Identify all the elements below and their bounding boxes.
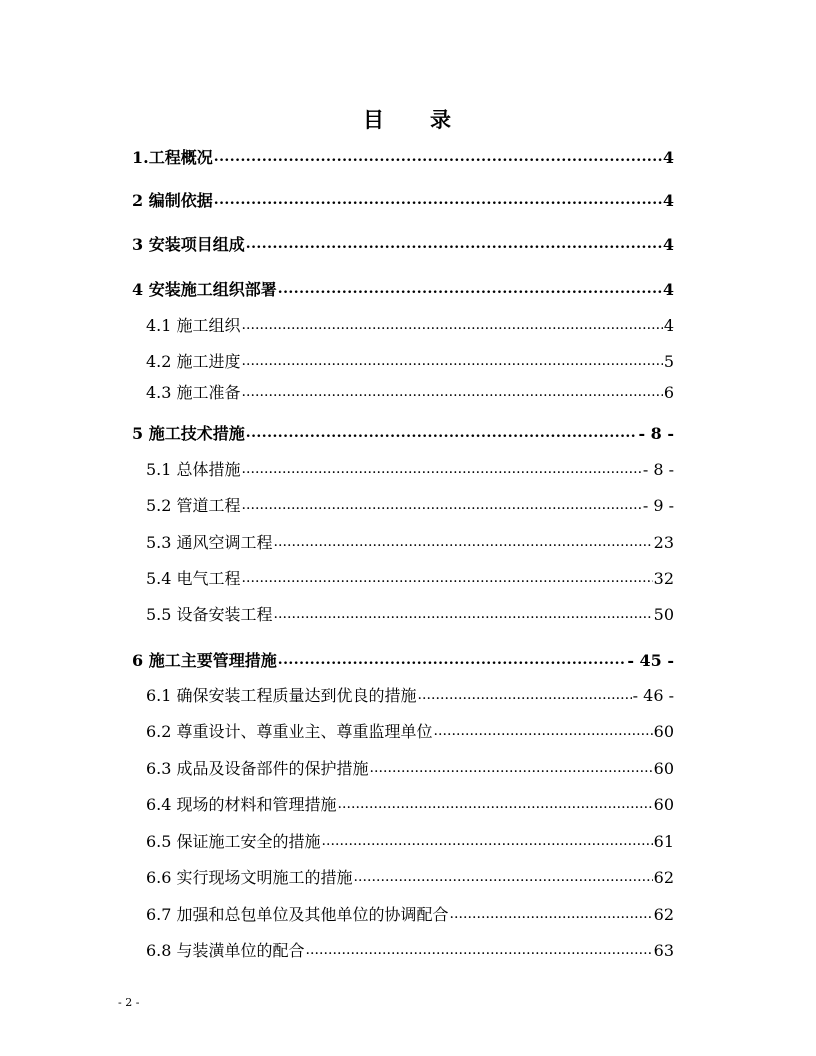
toc-dot-leader <box>278 648 627 666</box>
toc-entry-page-number: 62 <box>653 905 674 924</box>
toc-entry-page-number: 60 <box>653 722 674 741</box>
toc-dot-leader <box>450 902 653 920</box>
toc-dot-leader <box>354 865 653 883</box>
toc-entry[interactable] <box>146 457 674 481</box>
toc-dot-leader <box>242 566 653 584</box>
toc-entry-label: 4.1 施工组织 <box>146 316 241 335</box>
toc-dot-leader <box>242 493 642 511</box>
toc-entry-label: 6.3 成品及设备部件的保护措施 <box>146 759 369 778</box>
toc-entry-label: 6.4 现场的材料和管理措施 <box>146 795 337 814</box>
toc-entry-page-number: 60 <box>653 795 674 814</box>
toc-dot-leader <box>246 232 662 250</box>
toc-dot-leader <box>338 792 653 810</box>
toc-entry-page-number: 4 <box>662 148 674 167</box>
toc-dot-leader <box>370 756 653 774</box>
toc-entry[interactable] <box>146 902 674 926</box>
toc-entry-page-number: - 9 - <box>642 496 674 515</box>
toc-title-right: 录 <box>430 107 453 132</box>
toc-entry-label: 1.工程概况 <box>132 148 213 167</box>
toc-entry[interactable] <box>146 349 674 373</box>
toc-entry[interactable] <box>146 719 674 743</box>
toc-entry[interactable] <box>146 938 674 962</box>
toc-entry[interactable] <box>146 313 674 337</box>
toc-dot-leader <box>242 457 642 475</box>
toc-entry-label: 4 安装施工组织部署 <box>132 280 277 299</box>
toc-title <box>0 104 816 134</box>
toc-entry-page-number: - 45 - <box>627 651 674 670</box>
toc-entry-page-number: 63 <box>653 941 674 960</box>
toc-entry-page-number: - 46 - <box>632 686 674 705</box>
toc-entry[interactable] <box>132 277 674 301</box>
toc-entry-page-number: 61 <box>653 832 674 851</box>
toc-entry-label: 5.2 管道工程 <box>146 496 241 515</box>
toc-entry-label: 6.6 实行现场文明施工的措施 <box>146 868 353 887</box>
toc-dot-leader <box>242 380 663 398</box>
toc-entry[interactable] <box>132 145 674 169</box>
toc-entry[interactable] <box>146 865 674 889</box>
toc-entry[interactable] <box>146 829 674 853</box>
toc-entry-label: 5.3 通风空调工程 <box>146 533 273 552</box>
toc-entry-label: 3 安装项目组成 <box>132 235 245 254</box>
toc-entry-page-number: 4 <box>663 316 674 335</box>
page-number-footer: - 2 - <box>118 996 140 1009</box>
toc-entry[interactable] <box>146 493 674 517</box>
toc-entry-label: 6.5 保证施工安全的措施 <box>146 832 321 851</box>
toc-entry-label: 6.2 尊重设计、尊重业主、尊重监理单位 <box>146 722 433 741</box>
toc-entry-page-number: 60 <box>653 759 674 778</box>
toc-entry-page-number: 4 <box>662 280 674 299</box>
toc-entry-label: 5.1 总体措施 <box>146 460 241 479</box>
toc-entry[interactable] <box>146 792 674 816</box>
toc-entry[interactable] <box>146 602 674 626</box>
toc-entry[interactable] <box>132 421 674 445</box>
toc-entry-label: 5 施工技术措施 <box>132 424 245 443</box>
toc-dot-leader <box>274 530 653 548</box>
toc-entry-label: 6.1 确保安装工程质量达到优良的措施 <box>146 686 417 705</box>
toc-dot-leader <box>434 719 653 737</box>
toc-entry-page-number: 4 <box>662 235 674 254</box>
toc-entry-label: 6.8 与装潢单位的配合 <box>146 941 305 960</box>
toc-entry[interactable] <box>146 530 674 554</box>
toc-dot-leader <box>214 188 662 206</box>
toc-dot-leader <box>278 277 662 295</box>
toc-entry-page-number: 5 <box>663 352 674 371</box>
toc-entry-page-number: 4 <box>662 191 674 210</box>
toc-entry-page-number: 23 <box>653 533 674 552</box>
toc-entry[interactable] <box>132 648 674 672</box>
toc-entry-label: 6.7 加强和总包单位及其他单位的协调配合 <box>146 905 449 924</box>
toc-entry-label: 5.4 电气工程 <box>146 569 241 588</box>
toc-entry[interactable] <box>132 188 674 212</box>
toc-dot-leader <box>322 829 653 847</box>
toc-entry[interactable] <box>132 232 674 256</box>
toc-dot-leader <box>274 602 653 620</box>
toc-entry-page-number: 32 <box>653 569 674 588</box>
toc-dot-leader <box>214 145 662 163</box>
toc-dot-leader <box>418 683 632 701</box>
toc-entry-label: 2 编制依据 <box>132 191 213 210</box>
toc-dot-leader <box>242 313 663 331</box>
toc-dot-leader <box>306 938 653 956</box>
toc-entry[interactable] <box>146 756 674 780</box>
toc-entry-page-number: 50 <box>653 605 674 624</box>
toc-entry[interactable] <box>146 380 674 404</box>
toc-dot-leader <box>242 349 663 367</box>
toc-entry-label: 4.3 施工准备 <box>146 383 241 402</box>
toc-entry-page-number: - 8 - <box>642 460 674 479</box>
toc-entry-page-number: 6 <box>663 383 674 402</box>
toc-entry-label: 5.5 设备安装工程 <box>146 605 273 624</box>
toc-entry-page-number: - 8 - <box>638 424 674 443</box>
toc-entry-label: 6 施工主要管理措施 <box>132 651 277 670</box>
toc-entry[interactable] <box>146 683 674 707</box>
toc-entry[interactable] <box>146 566 674 590</box>
toc-entry-page-number: 62 <box>653 868 674 887</box>
toc-dot-leader <box>246 421 638 439</box>
toc-title-left: 目 <box>363 107 386 132</box>
toc-entry-label: 4.2 施工进度 <box>146 352 241 371</box>
